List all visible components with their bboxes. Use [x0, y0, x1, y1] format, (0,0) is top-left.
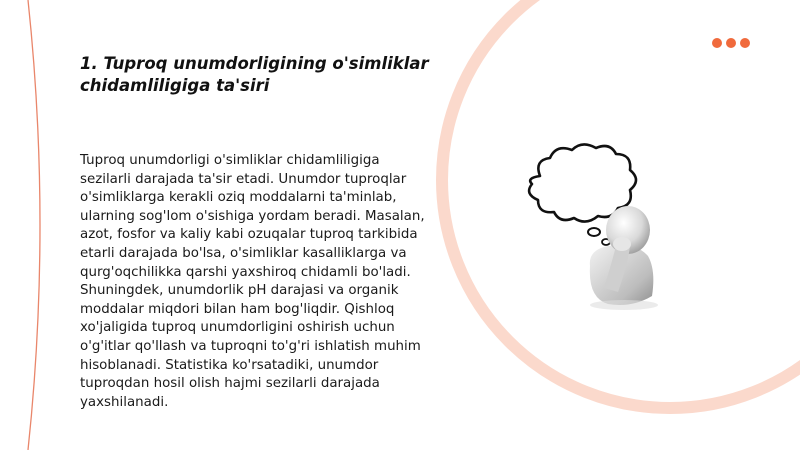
dot-1: [712, 38, 722, 48]
thought-bubble-small-1: [588, 228, 600, 236]
thinking-person-icon: [512, 138, 687, 313]
dot-3: [740, 38, 750, 48]
person-shadow: [590, 300, 658, 310]
body-paragraph: Tuproq unumdorligi o'simliklar chidamliligiga sezilarli darajada ta'sir etadi. Unumdor tuproqlar o'simliklarga kerakli oziq moddalarni ta'minlab, ularning sog'lom o'sishiga yordam beradi. Masalan, azot, fosfor va kaliy kabi ozuqalar tuproq tarkibida etarli darajada bo'lsa, o'simliklar kasalliklarga va qurg'oqchilikka qarshi yaxshiroq chidamli bo'ladi. Shuningdek, unumdorlik pH darajasi va organik moddalar miqdori bilan ham bog'liqdir. Qishloq xo'jaligida tuproq unumdorligini oshirish uchun o'g'itlar qo'llash va tuproqni to'g'ri ishlatish muhim hisoblanadi. Statistika ko'rsatadiki, unumdor tuproqdan hosil olish hajmi sezilarli darajada yaxshilanadi.: [80, 153, 425, 410]
menu-dots-icon: [712, 38, 750, 48]
dot-2: [726, 38, 736, 48]
person-hand: [613, 237, 631, 251]
left-accent-curve: [28, 0, 40, 450]
slide-title: 1. Tuproq unumdorligining o'simliklar chidamliligiga ta'siri: [80, 54, 429, 95]
